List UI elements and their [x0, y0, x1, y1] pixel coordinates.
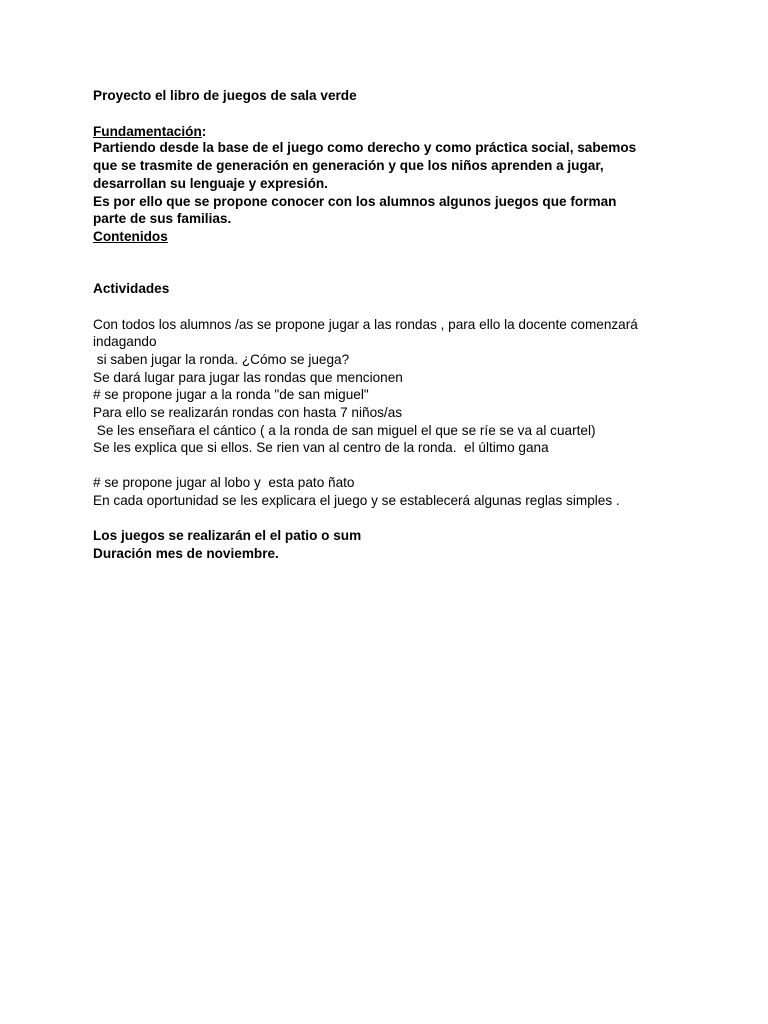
- fundamentacion-heading: Fundamentación: [93, 124, 202, 139]
- actividades-line-7: Se les enseñara el cántico ( a la ronda de san miguel el que se ríe se va al cuartel): [93, 423, 596, 438]
- actividades-line-5: # se propone jugar a la ronda "de san miguel": [93, 387, 369, 402]
- fundamentacion-line-5: parte de sus familias.: [93, 211, 232, 226]
- fundamentacion-line-3: desarrollan su lenguaje y expresión.: [93, 176, 328, 191]
- actividades-line-1: Con todos los alumnos /as se propone jugar a las rondas , para ello la docente comenzará: [93, 317, 638, 332]
- actividades-line-10: En cada oportunidad se les explicara el juego y se establecerá algunas reglas simples .: [93, 493, 620, 508]
- actividades-line-6: Para ello se realizarán rondas con hasta 7 niños/as: [93, 405, 403, 420]
- actividades-line-4: Se dará lugar para jugar las rondas que mencionen: [93, 370, 403, 385]
- fundamentacion-colon: :: [201, 124, 207, 139]
- fundamentacion-line-2: que se trasmite de generación en generación y que los niños aprenden a jugar,: [93, 158, 604, 173]
- contenidos-heading: Contenidos: [93, 229, 168, 244]
- fundamentacion-line-4: Es por ello que se propone conocer con los alumnos algunos juegos que forman: [93, 194, 617, 209]
- closing-line-2: Duración mes de noviembre.: [93, 546, 279, 561]
- actividades-heading: Actividades: [93, 281, 170, 296]
- closing-line-1: Los juegos se realizarán el el patio o sum: [93, 528, 362, 543]
- fundamentacion-line-1: Partiendo desde la base de el juego como derecho y como práctica social, sabemos: [93, 140, 637, 155]
- document-title: Proyecto el libro de juegos de sala verde: [93, 88, 357, 103]
- actividades-line-8: Se les explica que si ellos. Se rien van al centro de la ronda. el último gana: [93, 440, 549, 455]
- actividades-line-9: # se propone jugar al lobo y esta pato ñato: [93, 475, 355, 490]
- actividades-line-2: indagando: [93, 334, 157, 349]
- actividades-line-3: si saben jugar la ronda. ¿Cómo se juega?: [93, 352, 350, 367]
